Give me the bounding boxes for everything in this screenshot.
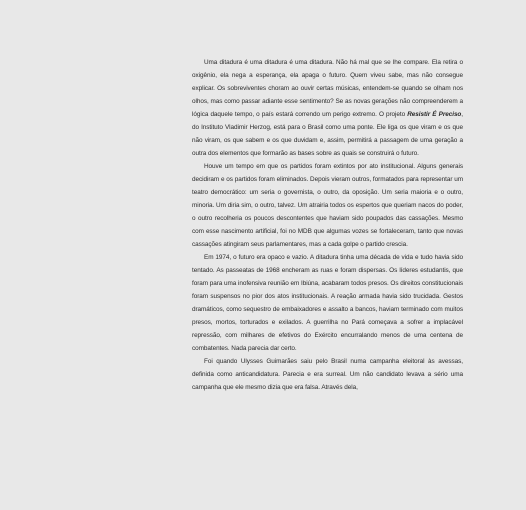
paragraph-1 <box>192 56 463 160</box>
paragraph-3: Em 1974, o futuro era opaco e vazio. A ditadura tinha uma década de vida e tudo havia sido tentado. As passeatas de 1968 encheram as ruas e foram dispersas. Os líderes estudantis, que foram para uma inofensiva reunião em Ibiúna, acabaram todos presos. Os direitos constitucionais foram suspensos no pior dos atos institucionais. A reação armada havia sido trucidada. Gestos dramáticos, como sequestro de embaixadores e assalto a bancos, haviam terminado com muitos presos, mortos, torturados e exilados. A guerrilha no Pará começava a sofrer a implacável repressão, com milhares de efetivos do Exército encurralando menos de uma centena de combatentes. Nada parecia dar certo. <box>192 254 463 352</box>
paragraph-2: Houve um tempo em que os partidos foram extintos por ato institucional. Alguns generais decidiram e os partidos foram eliminados. Depois vieram outros, formatados para representar um teatro democrático: um seria o governista, o outro, da oposição. Um seria maioria e o outro, minoria. Um diria sim, o outro, talvez. Um atrairia todos os espertos que queriam nacos do poder, o outro recolheria os poucos descontentes que haviam sido poupados das cassações. Mesmo com esse nascimento artificial, foi no MDB que algumas vozes se fortaleceram, tanto que novas cassações atingiram seus parlamentares, mas a cada golpe o partido crescia. <box>192 163 463 248</box>
body-text <box>192 56 463 394</box>
paragraph-1-text-start: Uma ditadura é uma ditadura é uma ditadura. Não há mal que se lhe compare. Ela retira o oxigênio, ela nega a esperança, ela apaga o futuro. Quem viveu sabe, mas não consegue explicar. Os sobreviventes choram ao ouvir certas músicas, entendem-se quando se olham nos olhos, mas como passar adiante esse sentimento? Se as novas gerações não compreenderem a lógica daquele tempo, o país estará correndo um perigo extremo. O projeto <box>192 59 463 118</box>
paragraph-1-text-end: , do Instituto Vladimir Herzog, está para o Brasil como uma ponte. Ele liga os que viram e os que não viram, os que sabem e os que duvidam e, assim, permitirá a passagem de uma geração a outra dos elementos que formarão as bases sobre as quais se construirá o futuro. <box>192 111 463 157</box>
project-title: Resistir É Preciso <box>407 111 462 118</box>
paragraph-4: Foi quando Ulysses Guimarães saiu pelo Brasil numa campanha eleitoral às avessas, definida como anticandidatura. Parecia e era surreal. Um não candidato levava a sério uma campanha que ele mesmo dizia que era falsa. Através dela, <box>192 358 463 391</box>
